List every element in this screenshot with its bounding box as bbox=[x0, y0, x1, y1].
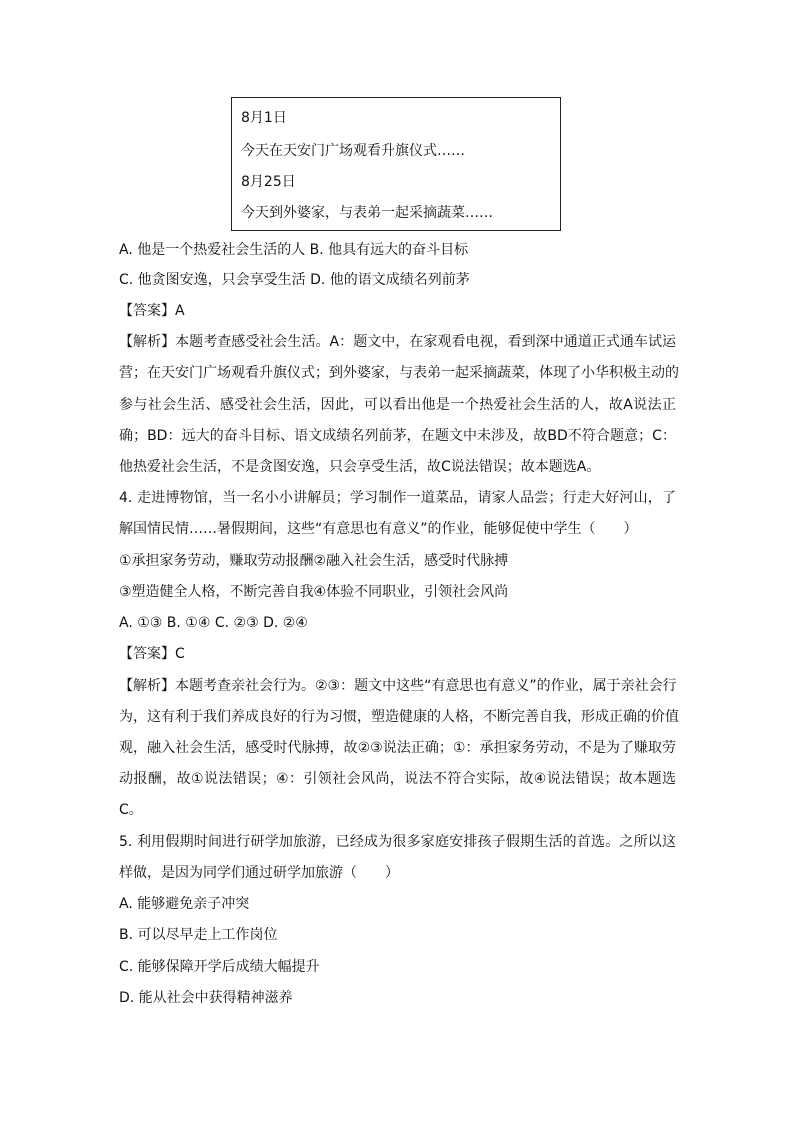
q3-analysis-line: 【解析】本题考查感受社会生活。A：题文中，在家观看电视，看到深中通道正式通车试运 bbox=[119, 334, 676, 350]
q4-answer: 【答案】C bbox=[119, 646, 185, 662]
q4-analysis-line: 动报酬，故①说法错误；④：引领社会风尚，说法不符合实际，故④说法错误；故本题选 bbox=[119, 771, 676, 787]
q4-stem-line: 4. 走进博物馆，当一名小小讲解员；学习制作一道菜品，请家人品尝；行走大好河山，了 bbox=[119, 490, 676, 506]
q5-option-d: D. 能从社会中获得精神滋养 bbox=[119, 990, 293, 1006]
diary-box bbox=[231, 97, 561, 231]
q5-option-a: A. 能够避免亲子冲突 bbox=[119, 896, 250, 912]
diary-entry-1: 今天在天安门广场观看升旗仪式…… bbox=[241, 143, 465, 159]
q4-options: A. ①③ B. ①④ C. ②③ D. ②④ bbox=[119, 615, 308, 631]
q5-option-b: B. 可以尽早走上工作岗位 bbox=[119, 927, 278, 943]
q3-options-line-1: A. 他是一个热爱社会生活的人 B. 他具有远大的奋斗目标 bbox=[119, 242, 469, 258]
q4-statement-line: ①承担家务劳动，赚取劳动报酬②融入社会生活，感受时代脉搏 bbox=[119, 553, 509, 569]
q5-stem-line: 5. 利用假期时间进行研学加旅游，已经成为很多家庭安排孩子假期生活的首选。之所以这 bbox=[119, 834, 676, 850]
q3-options-line-2: C. 他贪图安逸，只会享受生活 D. 他的语文成绩名列前茅 bbox=[119, 272, 470, 288]
q4-analysis-line: 为，这有利于我们养成良好的行为习惯，塑造健康的人格，不断完善自我，形成正确的价值 bbox=[119, 709, 679, 725]
q4-statement-line: ③塑造健全人格，不断完善自我④体验不同职业，引领社会风尚 bbox=[119, 584, 509, 600]
q4-analysis-line: C。 bbox=[119, 802, 143, 818]
q4-analysis-line: 【解析】本题考查亲社会行为。②③：题文中这些“有意思也有意义”的作业，属于亲社会行 bbox=[119, 678, 677, 694]
q4-analysis-line: 观，融入社会生活，感受时代脉搏，故②③说法正确；①：承担家务劳动，不是为了赚取劳 bbox=[119, 740, 676, 756]
q5-stem-line: 样做，是因为同学们通过研学加旅游（ ） bbox=[119, 865, 399, 881]
q5-option-c: C. 能够保障开学后成绩大幅提升 bbox=[119, 959, 320, 975]
diary-date-2: 8月25日 bbox=[241, 174, 296, 190]
q3-answer: 【答案】A bbox=[119, 303, 185, 319]
q3-analysis-line: 他热爱社会生活，不是贪图安逸，只会享受生活，故C说法错误；故本题选A。 bbox=[119, 459, 601, 475]
q3-analysis-line: 营；在天安门广场观看升旗仪式；到外婆家，与表弟一起采摘蔬菜，体现了小华积极主动的 bbox=[119, 365, 679, 381]
q3-analysis-line: 确；BD：远大的奋斗目标、语文成绩名列前茅，在题文中未涉及，故BD不符合题意；C： bbox=[119, 428, 676, 444]
diary-date-1: 8月1日 bbox=[241, 110, 287, 126]
q4-stem-line: 解国情民情……暑假期间，这些“有意思也有意义”的作业，能够促使中学生（ ） bbox=[119, 521, 638, 537]
diary-entry-2: 今天到外婆家，与表弟一起采摘蔬菜…… bbox=[241, 205, 493, 221]
q3-analysis-line: 参与社会生活、感受社会生活，因此，可以看出他是一个热爱社会生活的人，故A说法正 bbox=[119, 397, 676, 413]
